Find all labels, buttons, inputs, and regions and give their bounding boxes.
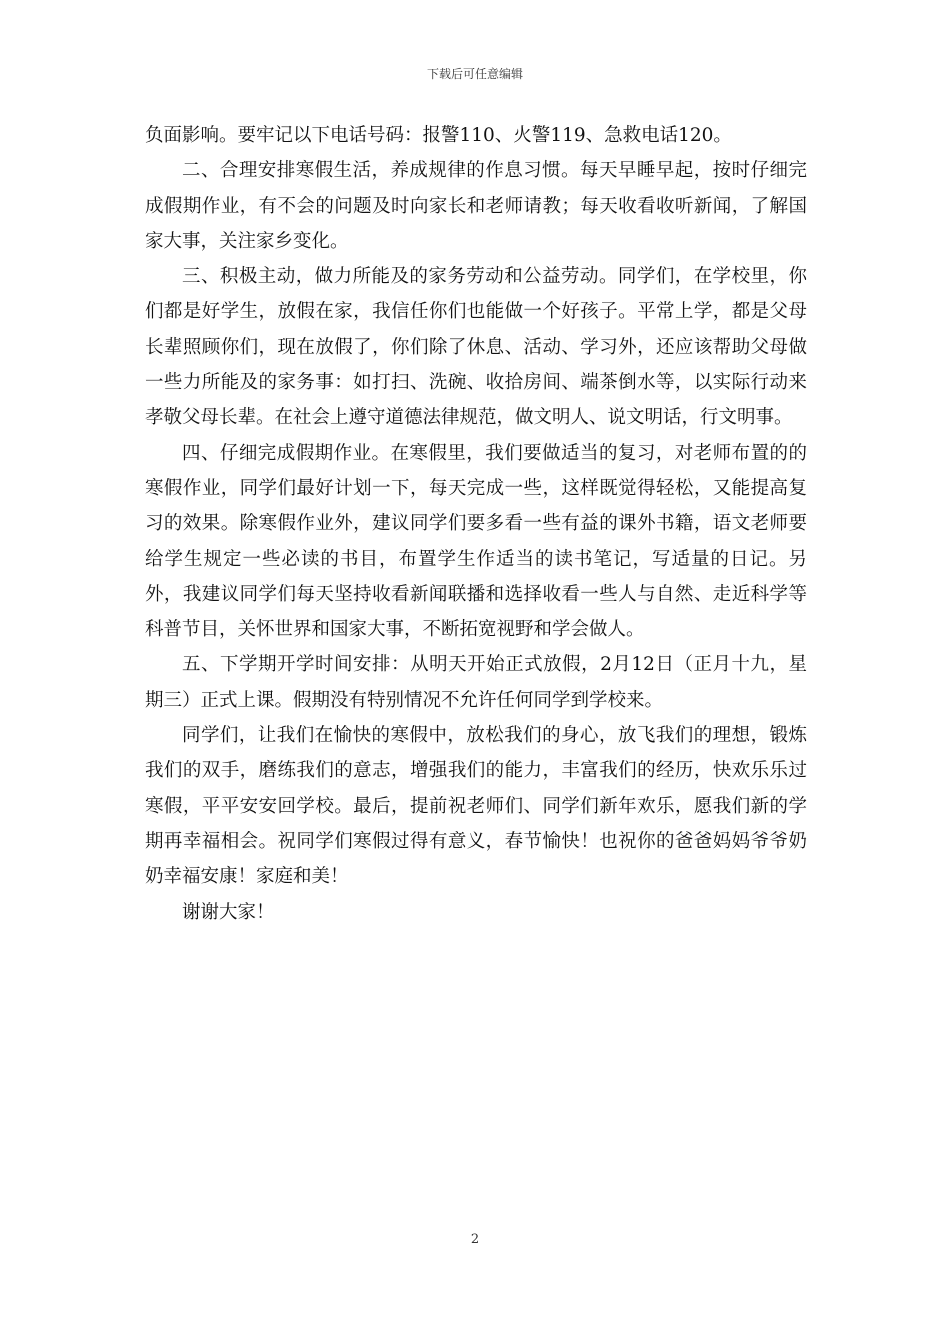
page-number: 2 — [470, 1232, 480, 1247]
paragraph-three: 三、积极主动，做力所能及的家务劳动和公益劳动。同学们，在学校里，你们都是好学生，放假在家，我信任你们也能做一个好孩子。平常上学，都是父母长辈照顾你们，现在放假了，你们除了休息、活动、学习外，还应该帮助父母做一些力所能及的家务事：如打扫、洗碗、收拾房间、端茶倒水等，以实际行动来孝敬父母长辈。在社会上遵守道德法律规范，做文明人、说文明话，行文明事。 — [145, 266, 807, 429]
page-header: 下载后可任意编辑 — [426, 67, 523, 81]
document-body — [145, 118, 807, 930]
paragraph-five: 五、下学期开学时间安排：从明天开始正式放假，2月12日（正月十九，星期三）正式上课。假期没有特别情况不允许任何同学到学校来。 — [145, 654, 807, 711]
paragraph-closing: 同学们，让我们在愉快的寒假中，放松我们的身心，放飞我们的理想，锻炼我们的双手，磨练我们的意志，增强我们的能力，丰富我们的经历，快欢乐乐过寒假，平平安安回学校。最后，提前祝老师们、同学们新年欢乐，愿我们新的学期再幸福相会。祝同学们寒假过得有意义，春节愉快！也祝你的爸爸妈妈爷爷奶奶幸福安康！家庭和美！ — [145, 725, 807, 888]
paragraph-thanks: 谢谢大家！ — [182, 901, 275, 923]
paragraph-continuation: 负面影响。要牢记以下电话号码：报警110、火警119、急救电话120。 — [145, 125, 732, 146]
paragraph-two: 二、合理安排寒假生活，养成规律的作息习惯。每天早睡早起，按时仔细完成假期作业，有不会的问题及时向家长和老师请教；每天收看收听新闻，了解国家大事，关注家乡变化。 — [145, 160, 807, 252]
paragraph-four: 四、仔细完成假期作业。在寒假里，我们要做适当的复习，对老师布置的的寒假作业，同学们最好计划一下，每天完成一些，这样既觉得轻松，又能提高复习的效果。除寒假作业外，建议同学们要多看一些有益的课外书籍，语文老师要给学生规定一些必读的书目，布置学生作适当的读书笔记，写适量的日记。另外，我建议同学们每天坚持收看新闻联播和选择收看一些人与自然、走近科学等科普节目，关怀世界和国家大事，不断拓宽视野和学会做人。 — [145, 442, 807, 641]
